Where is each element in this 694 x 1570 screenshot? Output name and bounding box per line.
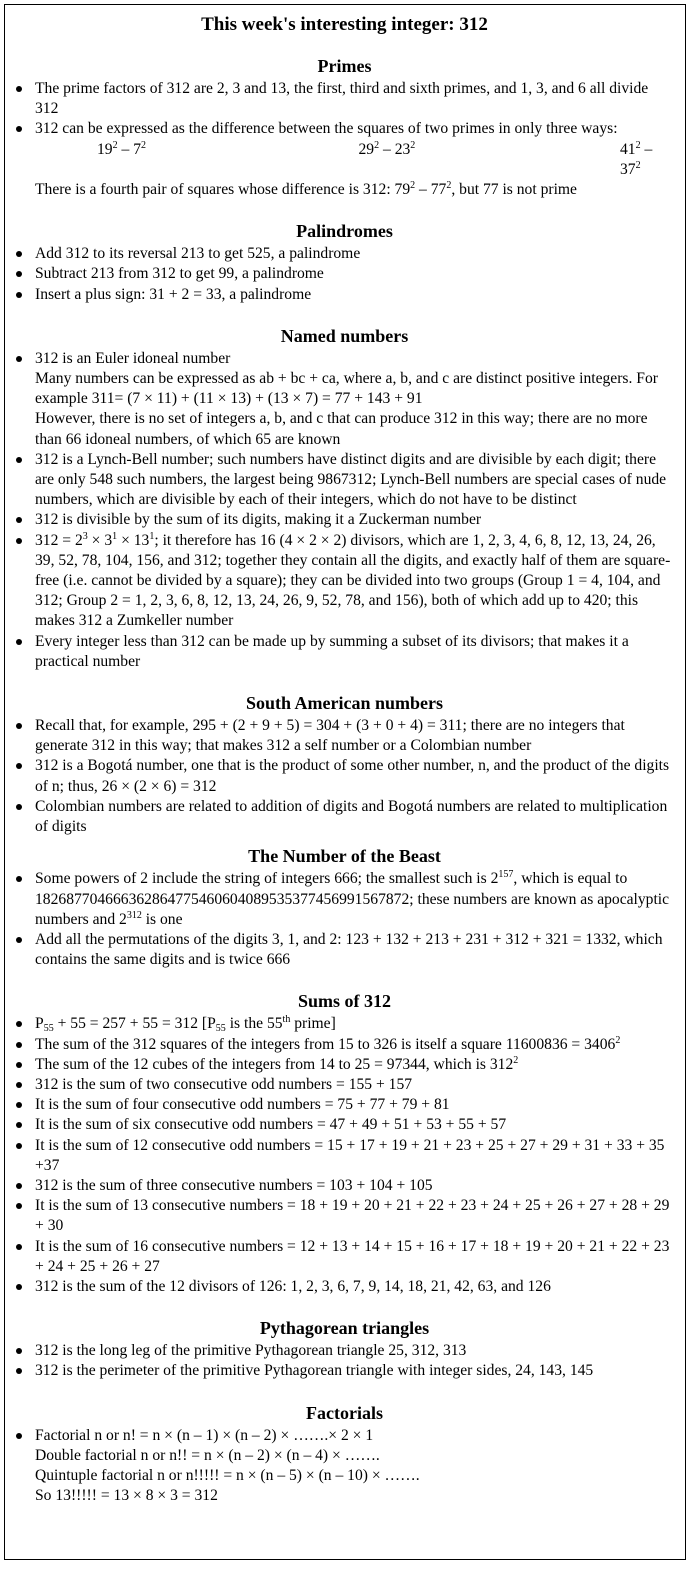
list-item: Add all the permutations of the digits 3, 1, and 2: 123 + 132 + 213 + 231 + 312 + 321 = 1332, which contains the same digits and is twice 666 [14,930,675,970]
list-item-text: 312 can be expressed as the difference between the squares of two primes in only three ways: [35,120,618,138]
list-item: 312 is the sum of the 12 divisors of 126: 1, 2, 3, 6, 7, 9, 14, 18, 21, 42, 63, and 126 [14,1277,675,1297]
primes-list [14,79,675,200]
list-item [14,119,675,200]
beast-list [14,869,675,970]
pythagorean-list [14,1341,675,1381]
section-heading-sums: Sums of 312 [297,991,391,1012]
list-item: $312 = 2^3 \times 3^1 \times 13^1$; it therefore has 16 (4 × 2 × 2) divisors, which are 1, 2, 3, 4, 6, 8, 12, 13, 24, 26, 39, 52, 78, 104, 156, and 312; together they contain all the digits, and exactly half of them are square-free (i.e. cannot be divided by a square); they can be divided into two groups (Group 1 = 4, 104, and 312; Group 2 = 1, 2, 3, 6, 8, 12, 13, 24, 26, 9, 52, 78, and 156), both of which add up to 420; this makes 312 a Zumkeller number [14,531,675,632]
section-heading-palindromes: Palindromes [296,221,393,242]
list-item: The sum of the 312 squares of the integers from 15 to 326 is itself a square $11600836 = 3406^2$ [14,1035,675,1055]
list-item: 312 is the perimeter of the primitive Pythagorean triangle with integer sides, 24, 143, 145 [14,1361,675,1381]
page-title: This week's interesting integer: 312 [201,14,488,35]
section-heading-number-of-the-beast: The Number of the Beast [248,846,441,867]
difference-of-squares-row [35,140,675,180]
list-item: 312 is a Bogotá number, one that is the product of some other number, n, and the product of the digits of n; thus, 26 × (2 × 6) = 312 [14,756,675,796]
list-item: It is the sum of 16 consecutive numbers = 12 + 13 + 14 + 15 + 16 + 17 + 18 + 19 + 20 + 21 + 22 + 23 + 24 + 25 + 26 + 27 [14,1237,675,1277]
list-item: Colombian numbers are related to addition of digits and Bogotá numbers are related to multiplication of digits [14,797,675,837]
section-heading-south-american-numbers: South American numbers [245,693,443,714]
list-item: Add 312 to its reversal 213 to get 525, a palindrome [14,244,675,264]
list-item: Some powers of 2 include the string of integers 666; the smallest such is $2^{157}$, which is equal to 182687704666362864775460604089535377456991567872; these numbers are known as apocalyptic numbers and $2^{312}$ is one [14,869,675,930]
named-numbers-list [14,349,675,672]
section-heading-named-numbers: Named numbers [280,325,409,346]
list-item: It is the sum of 13 consecutive numbers = 18 + 19 + 20 + 21 + 22 + 23 + 24 + 25 + 26 + 27 + 28 + 29 + 30 [14,1196,675,1236]
list-item: 312 is a Lynch-Bell number; such numbers have distinct digits and are divisible by each digit; there are only 548 such numbers, the largest being 9867312; Lynch-Bell numbers are special cases of nude numbers, which are divisible by each of their integers, which do not have to be distinct [14,450,675,511]
prime-square-difference: $19^2 - 7^2$ [97,139,146,158]
list-item: 312 is the long leg of the primitive Pythagorean triangle 25, 312, 313 [14,1341,675,1361]
prime-square-difference: $41^2 - 37^2$ [620,139,653,178]
section-heading-primes: Primes [317,56,372,76]
list-item: Subtract 213 from 312 to get 99, a palindrome [14,264,675,284]
factorials-list [14,1426,675,1507]
article [4,4,686,1560]
list-item: The sum of the 12 cubes of the integers from 14 to 25 = 97344, which is $312^2$ [14,1055,675,1075]
list-item: 312 is divisible by the sum of its digits, making it a Zuckerman number [14,510,675,530]
list-item: It is the sum of four consecutive odd numbers = 75 + 77 + 79 + 81 [14,1095,675,1115]
list-item: Every integer less than 312 can be made up by summing a subset of its divisors; that makes it a practical number [14,632,675,672]
prime-square-difference: $29^2 - 23^2$ [358,139,416,158]
list-item: 312 is the sum of two consecutive odd numbers = 155 + 157 [14,1075,675,1095]
list-item: Factorial n or n! = n × (n – 1) × (n – 2) × …….× 2 × 1 Double factorial n or n!! = n × (n – 2) × (n – 4) × ……. Quintuple factorial n or n!!!!! = n × (n – 5) × (n – 10) × ……. So 13!!!!! = 13 × 8 × 3 = 312 [14,1426,675,1507]
section-heading-pythagorean-triangles: Pythagorean triangles [259,1318,430,1339]
south-american-list [14,716,675,837]
sums-list [14,1014,675,1297]
list-item: It is the sum of six consecutive odd numbers = 47 + 49 + 51 + 53 + 55 + 57 [14,1115,675,1135]
section-heading-factorials: Factorials [306,1402,383,1423]
list-item: The prime factors of 312 are 2, 3 and 13, the first, third and sixth primes, and 1, 3, and 6 all divide 312 [14,79,675,119]
list-item: Insert a plus sign: 31 + 2 = 33, a palindrome [14,285,675,305]
list-item: It is the sum of 12 consecutive odd numbers = 15 + 17 + 19 + 21 + 23 + 25 + 27 + 29 + 31 + 33 + 35 +37 [14,1136,675,1176]
fourth-pair-note: There is a fourth pair of squares whose difference is 312: $79^2 - 77^2$, but 77 is not prime [35,180,577,199]
list-item: 312 is an Euler idoneal number Many numbers can be expressed as ab + bc + ca, where a, b, and c are distinct positive integers. For example 311= (7 × 11) + (11 × 13) + (13 × 7) = 77 + 143 + 91 However, there is no set of integers a, b, and c that can produce 312 in this way; there are no more than 66 idoneal numbers, of which 65 are known [14,349,675,450]
palindromes-list [14,244,675,305]
list-item: 312 is the sum of three consecutive numbers = 103 + 104 + 105 [14,1176,675,1196]
list-item: $P_{55} + 55 = 257 + 55 = 312$ [$P_{55}$ is the 55th prime] [14,1014,675,1034]
list-item: Recall that, for example, 295 + (2 + 9 + 5) = 304 + (3 + 0 + 4) = 311; there are no integers that generate 312 in this way; that makes 312 a self number or a Colombian number [14,716,675,756]
